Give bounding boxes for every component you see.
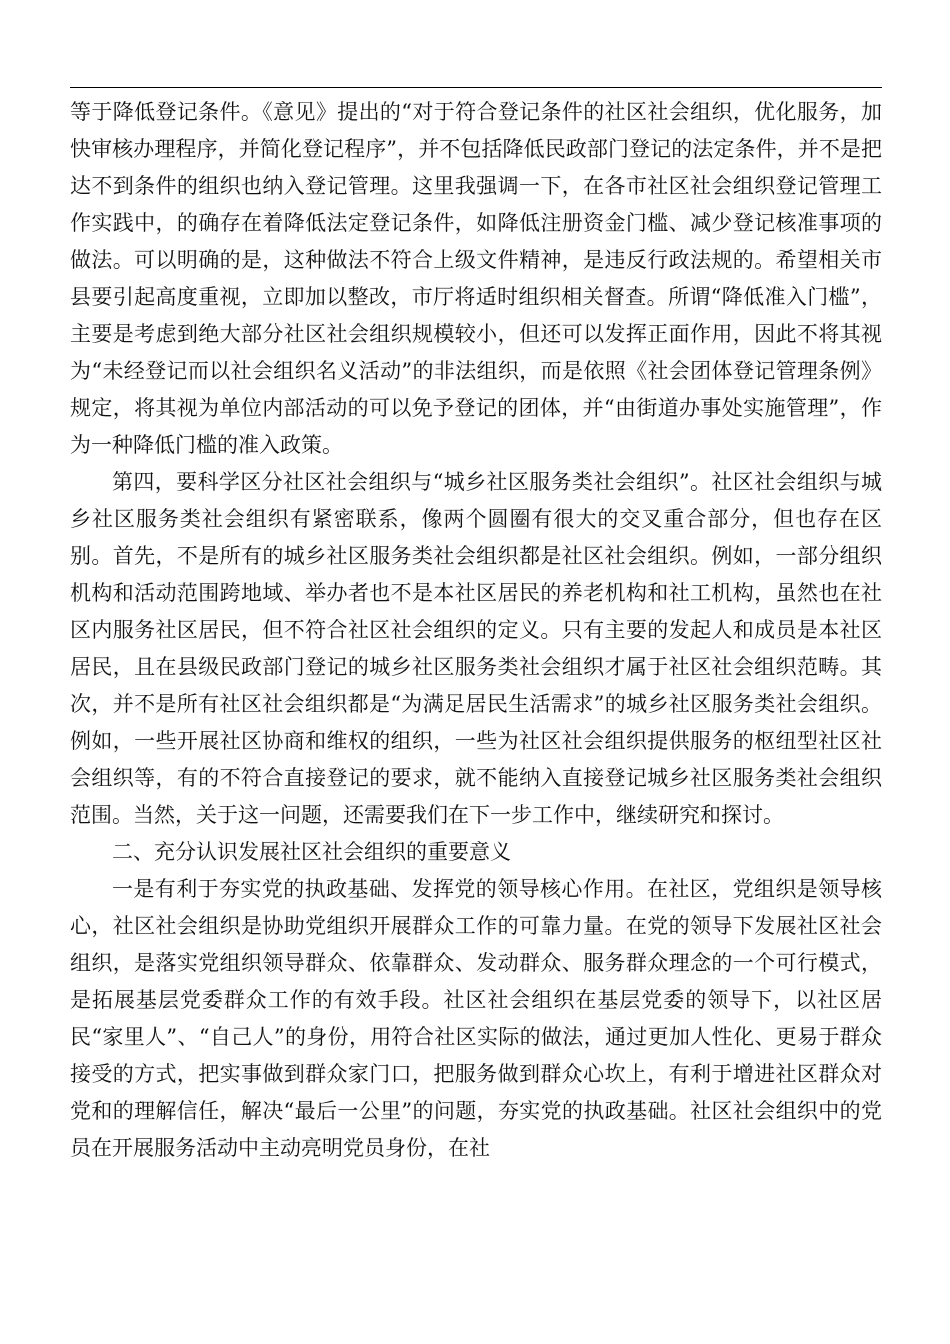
section-heading: 二、充分认识发展社区社会组织的重要意义 (112, 840, 511, 864)
document-body (70, 94, 882, 1167)
paragraph-continued: 等于降低登记条件。《意见》提出的“对于符合登记条件的社区社会组织，优化服务，加快审核办理程序，并简化登记程序”，并不包括降低民政部门登记的法定条件，并不是把达不到条件的组织也纳入登记管理。这里我强调一下，在各市社区社会组织登记管理工作实践中，的确存在着降低法定登记条件，如降低注册资金门槛、减少登记核准事项的做法。可以明确的是，这种做法不符合上级文件精神，是违反行政法规的。希望相关市县要引起高度重视，立即加以整改，市厅将适时组织相关督查。所谓“降低准入门槛”，主要是考虑到绝大部分社区社会组织规模较小，但还可以发挥正面作用，因此不将其视为“未经登记而以社会组织名义活动”的非法组织，而是依照《社会团体登记管理条例》规定，将其视为单位内部活动的可以免予登记的团体，并“由街道办事处实施管理”，作为一种降低门槛的准入政策。 (70, 100, 882, 457)
header-rule (70, 87, 882, 88)
paragraph-first-significance: 一是有利于夯实党的执政基础、发挥党的领导核心作用。在社区，党组织是领导核心，社区社会组织是协助党组织开展群众工作的可靠力量。在党的领导下发展社区社会组织，是落实党组织领导群众、依靠群众、发动群众、服务群众理念的一个可行模式，是拓展基层党委群众工作的有效手段。社区社会组织在基层党委的领导下，以社区居民“家里人”、“自己人”的身份，用符合社区实际的做法，通过更加人性化、更易于群众接受的方式，把实事做到群众家门口，把服务做到群众心坎上，有利于增进社区群众对党和的理解信任，解决“最后一公里”的问题，夯实党的执政基础。社区社会组织中的党员在开展服务活动中主动亮明党员身份，在社 (70, 877, 882, 1160)
paragraph-fourth-point: 第四，要科学区分社区社会组织与“城乡社区服务类社会组织”。社区社会组织与城乡社区服务类社会组织有紧密联系，像两个圆圈有很大的交叉重合部分，但也存在区别。首先，不是所有的城乡社区服务类社会组织都是社区社会组织。例如，一部分组织机构和活动范围跨地域、举办者也不是本社区居民的养老机构和社工机构，虽然也在社区内服务社区居民，但不符合社区社会组织的定义。只有主要的发起人和成员是本社区居民，且在县级民政部门登记的城乡社区服务类社会组织才属于社区社会组织范畴。其次，并不是所有社区社会组织都是“为满足居民生活需求”的城乡社区服务类社会组织。例如，一些开展社区协商和维权的组织，一些为社区社会组织提供服务的枢纽型社区社会组织等，有的不符合直接登记的要求，就不能纳入直接登记城乡社区服务类社会组织范围。当然，关于这一问题，还需要我们在下一步工作中，继续研究和探讨。 (70, 470, 882, 827)
